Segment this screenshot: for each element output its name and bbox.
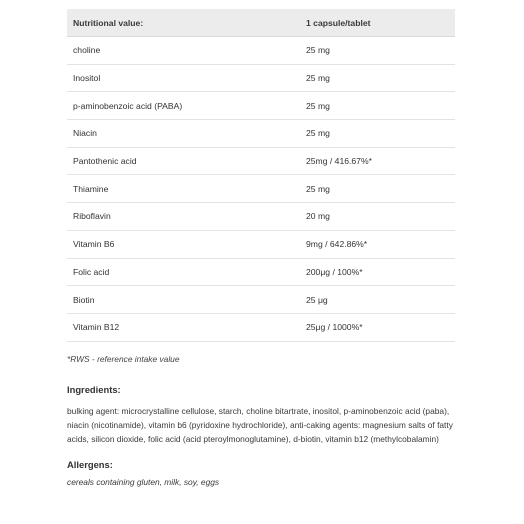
table-row — [67, 120, 455, 148]
table-row — [67, 230, 455, 258]
table-row — [67, 286, 455, 314]
nutrient-value: 25 mg — [300, 64, 455, 92]
header-nutritional-value: Nutritional value: — [67, 9, 300, 37]
ingredients-text: bulking agent: microcrystalline cellulose, starch, choline bitartrate, inositol, p-aminobenzoic acid (paba), niacin (nicotinamide), vitamin b6 (pyridoxine hydrochloride), anti-caking agents: magnesium salts of fatty acids, silicon dioxide, folic acid (acid pteroylmonoglutamine), d-biotin, vitamin b12 (methylcobalamin) — [67, 405, 453, 444]
nutrient-value: 25 mg — [300, 92, 455, 120]
table-row — [67, 37, 455, 65]
table-row — [67, 92, 455, 120]
table-row — [67, 175, 455, 203]
nutrient-value: 25μg / 1000%* — [300, 313, 455, 341]
nutrient-name: Folic acid — [67, 258, 300, 286]
nutrient-value: 25 mg — [300, 37, 455, 65]
nutrient-name: Inositol — [67, 64, 300, 92]
table-header-row — [67, 9, 455, 37]
nutrient-value: 25 mg — [300, 175, 455, 203]
table-row — [67, 147, 455, 175]
nutrient-value: 9mg / 642.86%* — [300, 230, 455, 258]
nutrient-name: Vitamin B12 — [67, 313, 300, 341]
header-serving: 1 capsule/tablet — [300, 9, 455, 37]
table-row — [67, 313, 455, 341]
nutrient-name: Thiamine — [67, 175, 300, 203]
nutrient-name: Riboflavin — [67, 203, 300, 231]
ingredients-title: Ingredients: — [67, 383, 121, 395]
nutrient-name: Niacin — [67, 120, 300, 148]
nutrient-name: choline — [67, 37, 300, 65]
nutrient-name: Vitamin B6 — [67, 230, 300, 258]
reference-intake-footnote: *RWS - reference intake value — [67, 353, 180, 364]
allergens-title: Allergens: — [67, 458, 113, 470]
nutrient-value: 25 mg — [300, 120, 455, 148]
nutrient-value: 25mg / 416.67%* — [300, 147, 455, 175]
nutrition-table-body — [67, 37, 455, 342]
nutrient-value: 25 μg — [300, 286, 455, 314]
nutrient-value: 20 mg — [300, 203, 455, 231]
table-row — [67, 64, 455, 92]
table-row — [67, 258, 455, 286]
nutrient-value: 200μg / 100%* — [300, 258, 455, 286]
nutrient-name: p-aminobenzoic acid (PABA) — [67, 92, 300, 120]
table-row — [67, 203, 455, 231]
allergens-text: cereals containing gluten, milk, soy, eggs — [67, 476, 220, 487]
nutrient-name: Biotin — [67, 286, 300, 314]
nutrient-name: Pantothenic acid — [67, 147, 300, 175]
nutrition-table — [67, 9, 455, 342]
product-info — [67, 9, 455, 487]
